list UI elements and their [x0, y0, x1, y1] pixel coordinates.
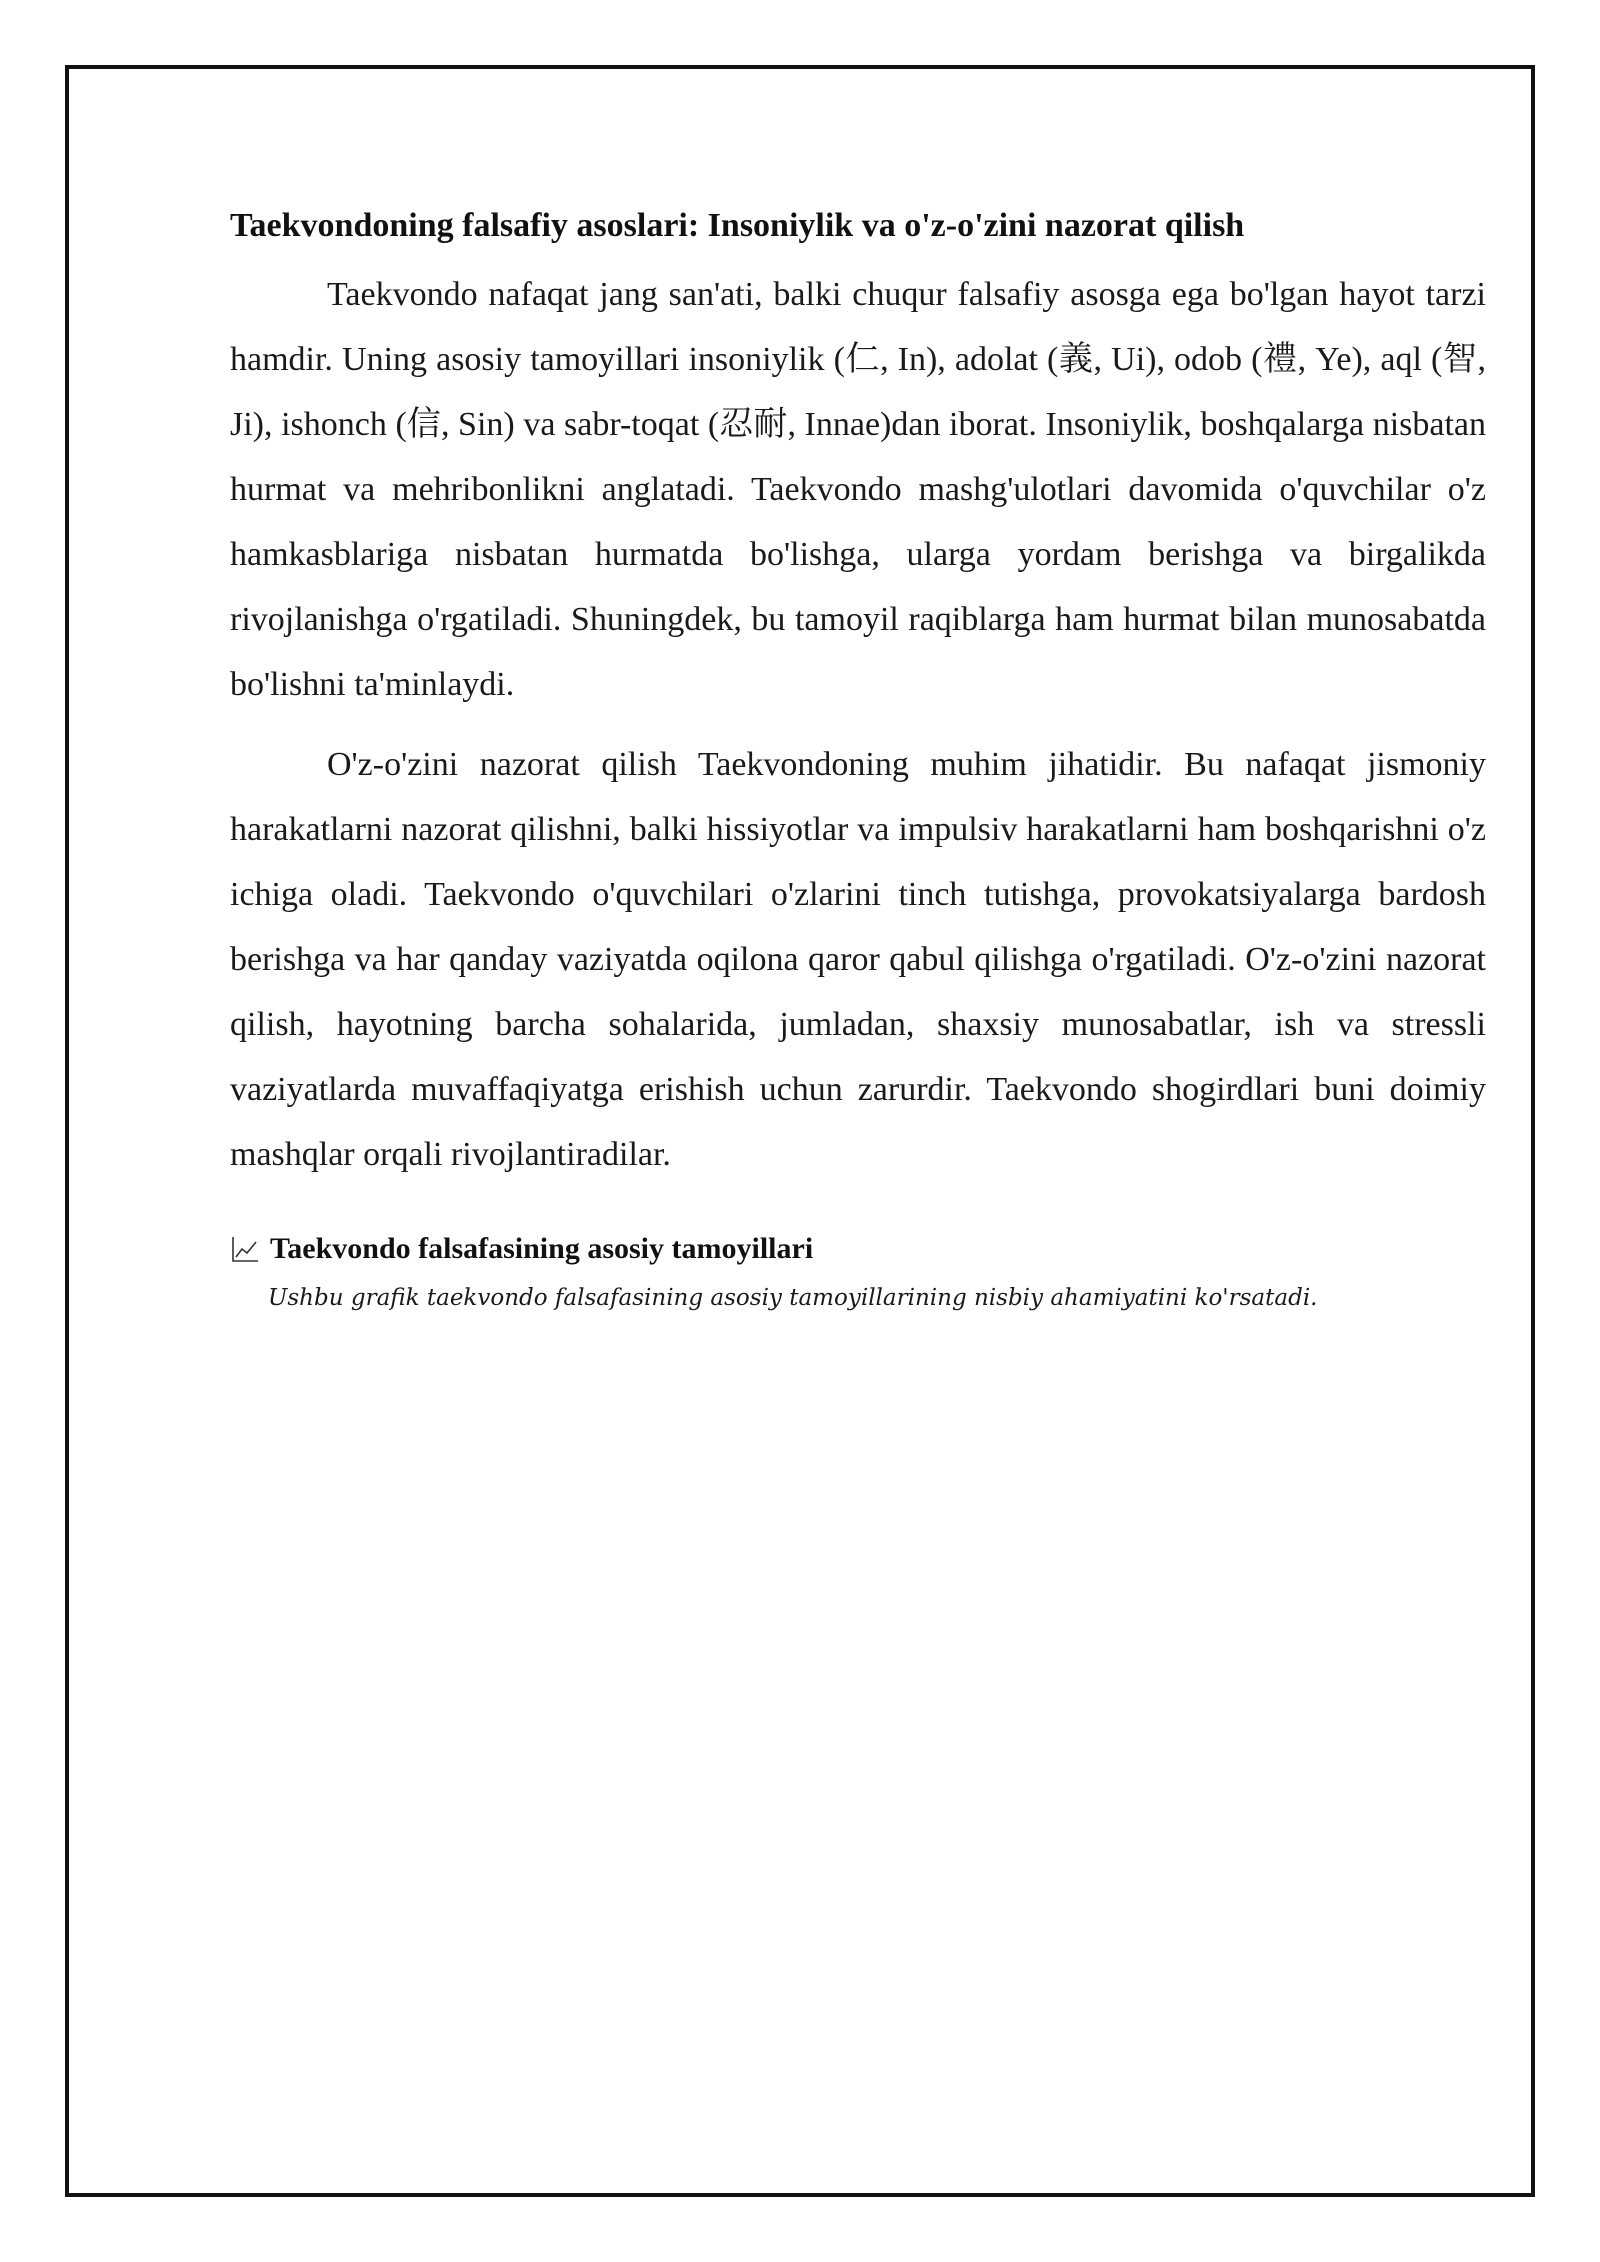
paragraph-humanity: Taekvondo nafaqat jang san'ati, balki chuqur falsafiy asosga ega bo'lgan hayot tarzi hamdir. Uning asosiy tamoyillari insoniylik (仁, In), adolat (義, Ui), odob (禮, Ye), aql (智, Ji), ishonch (信, Sin) va sabr-toqat (忍耐, Innae)dan iborat. Insoniylik, boshqalarga nisbatan hurmat va mehribonlikni anglatadi. Taekvondo mashg'ulotlari davomida o'quvchilar o'z hamkasblariga nisbatan hurmatda bo'lishga, ularga yordam berishga va birgalikda rivojlanishga o'rgatiladi. Shuningdek, bu tamoyil raqiblarga ham hurmat bilan munosabatda bo'lishni ta'minlaydi. — [230, 276, 1486, 704]
chart-subtitle: Ushbu grafik taekvondo falsafasining asosiy tamoyillarining nisbiy ahamiyatini ko'rsatadi. — [268, 1285, 1318, 1312]
line-chart-icon — [230, 1234, 260, 1264]
document-title: Taekvondoning falsafiy asoslari: Insoniylik va o'z-o'zini nazorat qilish — [230, 207, 1245, 244]
chart-heading — [230, 1229, 1486, 1268]
chart-heading-text: Taekvondo falsafasining asosiy tamoyillari — [270, 1232, 814, 1266]
document-body — [230, 190, 1486, 1314]
chart-section — [230, 1229, 1486, 1314]
paragraph-self-control: O'z-o'zini nazorat qilish Taekvondoning muhim jihatidir. Bu nafaqat jismoniy harakatlarni nazorat qilishni, balki hissiyotlar va impulsiv harakatlarni ham boshqarishni o'z ichiga oladi. Taekvondo o'quvchilari o'zlarini tinch tutishga, provokatsiyalarga bardosh berishga va har qanday vaziyatda oqilona qaror qabul qilishga o'rgatiladi. O'z-o'zini nazorat qilish, hayotning barcha sohalarida, jumladan, shaxsiy munosabatlar, ish va stressli vaziyatlarda muvaffaqiyatga erishish uchun zarurdir. Taekvondo shogirdlari buni doimiy mashqlar orqali rivojlantiradilar. — [230, 746, 1486, 1174]
